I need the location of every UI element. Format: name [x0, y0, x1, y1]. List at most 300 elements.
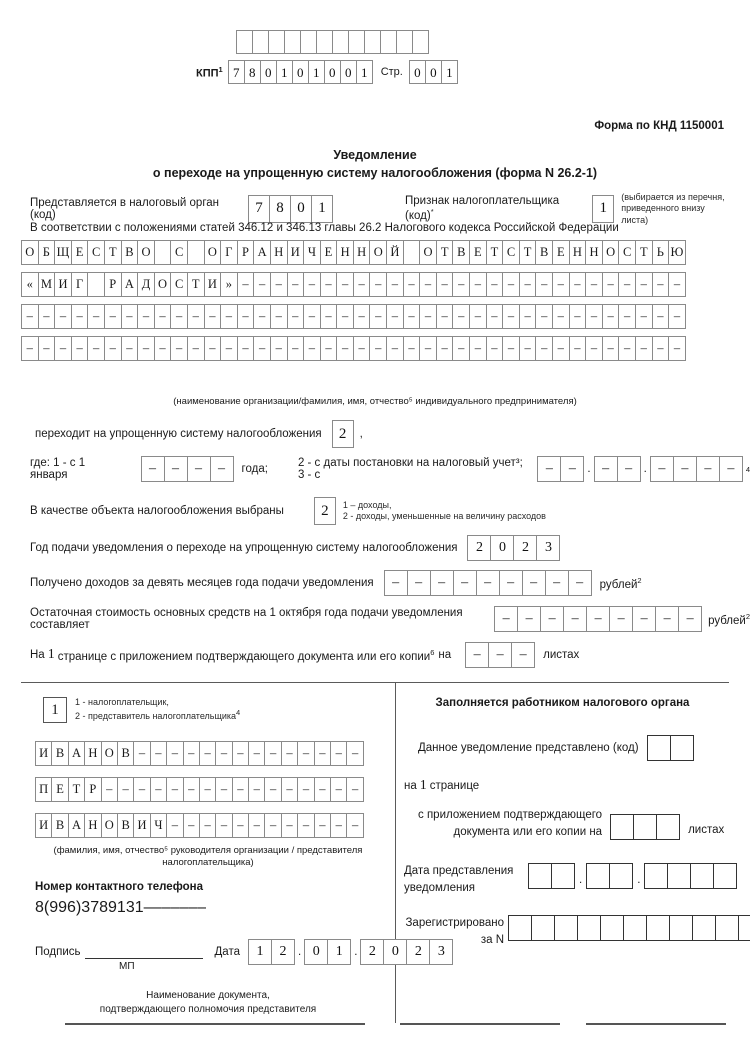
cell-0[interactable]: [236, 30, 253, 54]
cell-2[interactable]: [690, 863, 714, 889]
cell-20[interactable]: –: [353, 272, 371, 297]
cell-1[interactable]: 0: [425, 60, 442, 84]
cell-12[interactable]: Г: [220, 240, 238, 265]
cell-30[interactable]: –: [519, 272, 537, 297]
cell-30[interactable]: Т: [519, 240, 537, 265]
cell-7[interactable]: –: [137, 336, 155, 361]
cell-8[interactable]: –: [166, 813, 183, 838]
cell-1[interactable]: [531, 915, 555, 941]
cell-3[interactable]: Г: [71, 272, 89, 297]
cell-9[interactable]: –: [183, 777, 200, 802]
cell-13[interactable]: –: [248, 777, 265, 802]
cell-37[interactable]: –: [635, 336, 653, 361]
cell-13[interactable]: –: [143, 899, 153, 916]
cell-3[interactable]: Е: [71, 240, 89, 265]
cell-22[interactable]: –: [386, 336, 404, 361]
cell-8[interactable]: –: [154, 336, 172, 361]
cell-4[interactable]: 0: [292, 60, 309, 84]
cell-1[interactable]: В: [51, 741, 68, 766]
cell-31[interactable]: –: [535, 336, 553, 361]
signer-date-day-cells[interactable]: [248, 939, 295, 965]
cell-35[interactable]: –: [602, 336, 620, 361]
cell-3[interactable]: –: [71, 304, 89, 329]
cell-0[interactable]: –: [494, 606, 518, 632]
cell-4[interactable]: [87, 272, 105, 297]
cell-5[interactable]: ): [75, 899, 82, 916]
cell-1[interactable]: –: [38, 304, 56, 329]
cell-2[interactable]: 1: [441, 60, 458, 84]
cell-3[interactable]: Р: [84, 777, 101, 802]
cell-17[interactable]: –: [303, 304, 321, 329]
cell-2[interactable]: –: [511, 642, 535, 668]
cell-2[interactable]: 2: [406, 939, 430, 965]
cell-15[interactable]: –: [270, 336, 288, 361]
cell-17[interactable]: –: [314, 777, 331, 802]
cell-12[interactable]: –: [220, 304, 238, 329]
cell-26[interactable]: –: [452, 336, 470, 361]
cell-13[interactable]: –: [237, 336, 255, 361]
cell-26[interactable]: –: [452, 272, 470, 297]
cell-2[interactable]: –: [54, 304, 72, 329]
cell-6[interactable]: [332, 30, 349, 54]
cell-11[interactable]: –: [204, 336, 222, 361]
cell-0[interactable]: 0: [304, 939, 328, 965]
cell-38[interactable]: Ь: [652, 240, 670, 265]
cell-10[interactable]: Т: [187, 272, 205, 297]
cell-22[interactable]: Й: [386, 240, 404, 265]
org-name-row-1[interactable]: [21, 240, 686, 265]
cell-19[interactable]: –: [336, 272, 354, 297]
cell-0[interactable]: «: [21, 272, 39, 297]
cell-11[interactable]: –: [204, 304, 222, 329]
cell-0[interactable]: [528, 863, 552, 889]
org-name-row-4[interactable]: [21, 336, 686, 361]
cell-20[interactable]: Н: [353, 240, 371, 265]
cell-15[interactable]: –: [161, 899, 171, 916]
cell-3[interactable]: Н: [84, 741, 101, 766]
cell-22[interactable]: –: [386, 304, 404, 329]
cell-4[interactable]: [300, 30, 317, 54]
cell-23[interactable]: –: [403, 336, 421, 361]
cell-1[interactable]: Е: [51, 777, 68, 802]
cell-33[interactable]: –: [569, 304, 587, 329]
residual-cells[interactable]: [494, 606, 702, 632]
signer-date-month-cells[interactable]: [304, 939, 351, 965]
cell-10[interactable]: [396, 30, 413, 54]
cell-7[interactable]: Д: [137, 272, 155, 297]
cell-10[interactable]: [187, 240, 205, 265]
cell-2[interactable]: 2: [513, 535, 537, 561]
cell-3[interactable]: Н: [84, 813, 101, 838]
cell-12[interactable]: –: [232, 777, 249, 802]
cell-17[interactable]: –: [314, 741, 331, 766]
cell-16[interactable]: –: [297, 741, 314, 766]
cell-19[interactable]: –: [336, 336, 354, 361]
cell-7[interactable]: –: [655, 606, 679, 632]
cell-2[interactable]: [554, 915, 578, 941]
cell-8[interactable]: 1: [356, 60, 373, 84]
cell-3[interactable]: 3: [536, 535, 560, 561]
cell-2[interactable]: 9: [49, 899, 59, 916]
cell-8[interactable]: [154, 240, 172, 265]
cell-1[interactable]: –: [164, 456, 188, 482]
signer-firstname-cells[interactable]: [35, 777, 364, 802]
cell-1[interactable]: [252, 30, 269, 54]
cell-37[interactable]: –: [635, 304, 653, 329]
cell-9[interactable]: [380, 30, 397, 54]
cell-1[interactable]: –: [673, 456, 697, 482]
cell-31[interactable]: –: [535, 304, 553, 329]
cell-18[interactable]: –: [330, 813, 347, 838]
cell-1[interactable]: М: [38, 272, 56, 297]
cell-9[interactable]: [715, 915, 739, 941]
cell-7[interactable]: –: [545, 570, 569, 596]
cell-2[interactable]: 0: [290, 195, 312, 223]
cell-8[interactable]: –: [166, 777, 183, 802]
cell-15[interactable]: –: [270, 272, 288, 297]
cell-29[interactable]: –: [502, 304, 520, 329]
cell-34[interactable]: Н: [585, 240, 603, 265]
income-cells[interactable]: [384, 570, 592, 596]
cell-21[interactable]: –: [369, 336, 387, 361]
cell-8[interactable]: О: [154, 272, 172, 297]
cell-29[interactable]: –: [502, 272, 520, 297]
cell-5[interactable]: –: [104, 304, 122, 329]
submitted-code-cells[interactable]: [647, 735, 694, 761]
cell-2[interactable]: Щ: [54, 240, 72, 265]
cell-33[interactable]: –: [569, 272, 587, 297]
cell-5[interactable]: –: [499, 570, 523, 596]
cell-13[interactable]: –: [237, 272, 255, 297]
cell-14[interactable]: –: [253, 272, 271, 297]
cell-32[interactable]: –: [552, 272, 570, 297]
cell-25[interactable]: Т: [436, 240, 454, 265]
cell-15[interactable]: –: [281, 741, 298, 766]
signer-code-value[interactable]: 1: [43, 697, 67, 723]
tax-organ-code-cells[interactable]: [248, 195, 333, 223]
cell-0[interactable]: И: [35, 741, 52, 766]
cell-8[interactable]: [364, 30, 381, 54]
cell-10[interactable]: –: [199, 813, 216, 838]
cell-12[interactable]: –: [232, 741, 249, 766]
cell-16[interactable]: –: [170, 899, 180, 916]
cell-0[interactable]: 0: [409, 60, 426, 84]
cell-39[interactable]: –: [668, 272, 686, 297]
cell-0[interactable]: О: [21, 240, 39, 265]
cell-0[interactable]: [644, 863, 668, 889]
inn-field[interactable]: [236, 30, 429, 54]
cell-2[interactable]: –: [540, 606, 564, 632]
cell-6[interactable]: [646, 915, 670, 941]
cell-4[interactable]: –: [87, 304, 105, 329]
org-name-row-2[interactable]: [21, 272, 686, 297]
cell-0[interactable]: [647, 735, 671, 761]
cell-3[interactable]: 1: [311, 195, 333, 223]
cell-13[interactable]: –: [248, 741, 265, 766]
cell-21[interactable]: –: [369, 304, 387, 329]
cell-5[interactable]: Т: [104, 240, 122, 265]
cell-0[interactable]: 7: [248, 195, 270, 223]
cell-31[interactable]: –: [535, 272, 553, 297]
cell-20[interactable]: –: [353, 304, 371, 329]
cell-4[interactable]: –: [586, 606, 610, 632]
signer-patronymic-cells[interactable]: [35, 813, 364, 838]
cell-7[interactable]: [348, 30, 365, 54]
cell-19[interactable]: –: [346, 741, 363, 766]
cell-28[interactable]: –: [486, 304, 504, 329]
cell-35[interactable]: О: [602, 240, 620, 265]
cell-7[interactable]: –: [150, 777, 167, 802]
cell-36[interactable]: С: [618, 240, 636, 265]
cell-3[interactable]: [577, 915, 601, 941]
cell-1[interactable]: 0: [490, 535, 514, 561]
cell-17[interactable]: Ч: [303, 240, 321, 265]
cell-13[interactable]: –: [237, 304, 255, 329]
cell-5[interactable]: –: [609, 606, 633, 632]
cell-26[interactable]: –: [452, 304, 470, 329]
cell-17[interactable]: –: [303, 336, 321, 361]
cell-14[interactable]: А: [253, 240, 271, 265]
cell-5[interactable]: –: [104, 336, 122, 361]
cell-4[interactable]: С: [87, 240, 105, 265]
cell-11[interactable]: –: [215, 813, 232, 838]
year-cells[interactable]: [467, 535, 560, 561]
office-reg-cells[interactable]: [508, 915, 750, 941]
cell-18[interactable]: –: [188, 899, 198, 916]
cell-13[interactable]: –: [248, 813, 265, 838]
cell-36[interactable]: –: [618, 272, 636, 297]
cell-39[interactable]: –: [668, 336, 686, 361]
cell-14[interactable]: –: [264, 741, 281, 766]
cell-2[interactable]: 0: [260, 60, 277, 84]
cell-28[interactable]: Т: [486, 240, 504, 265]
cell-11[interactable]: –: [215, 741, 232, 766]
cell-14[interactable]: –: [152, 899, 162, 916]
kpp-cells[interactable]: [228, 60, 373, 84]
cell-24[interactable]: –: [419, 336, 437, 361]
taxpayer-sign-value[interactable]: 1: [592, 195, 614, 223]
phone-field[interactable]: [35, 899, 206, 917]
cell-27[interactable]: –: [469, 336, 487, 361]
cell-28[interactable]: –: [486, 272, 504, 297]
cell-39[interactable]: Ю: [668, 240, 686, 265]
transition-value[interactable]: 2: [332, 420, 354, 448]
cell-0[interactable]: И: [35, 813, 52, 838]
cell-13[interactable]: Р: [237, 240, 255, 265]
cell-1[interactable]: [667, 863, 691, 889]
cell-15[interactable]: –: [270, 304, 288, 329]
cell-18[interactable]: Е: [320, 240, 338, 265]
cell-28[interactable]: –: [486, 336, 504, 361]
cell-16[interactable]: –: [287, 336, 305, 361]
cell-5[interactable]: В: [117, 741, 134, 766]
cell-8[interactable]: –: [568, 570, 592, 596]
cell-9[interactable]: –: [170, 336, 188, 361]
cell-17[interactable]: –: [314, 813, 331, 838]
cell-19[interactable]: –: [336, 304, 354, 329]
object-value[interactable]: 2: [314, 497, 336, 525]
cell-7[interactable]: [669, 915, 693, 941]
cell-32[interactable]: –: [552, 336, 570, 361]
cell-7[interactable]: –: [150, 741, 167, 766]
cell-1[interactable]: [633, 814, 657, 840]
cell-0[interactable]: 7: [228, 60, 245, 84]
cell-38[interactable]: –: [652, 336, 670, 361]
cell-3[interactable]: 3: [429, 939, 453, 965]
cell-6[interactable]: И: [133, 813, 150, 838]
cell-16[interactable]: –: [297, 777, 314, 802]
cell-4[interactable]: [600, 915, 624, 941]
cell-25[interactable]: –: [436, 304, 454, 329]
cell-25[interactable]: –: [436, 272, 454, 297]
cell-0[interactable]: –: [594, 456, 618, 482]
cell-16[interactable]: –: [297, 813, 314, 838]
cell-15[interactable]: Н: [270, 240, 288, 265]
cell-5[interactable]: [316, 30, 333, 54]
cell-10[interactable]: 1: [116, 899, 126, 916]
cell-26[interactable]: В: [452, 240, 470, 265]
attachment-sheets-cells[interactable]: [465, 642, 535, 668]
cell-11[interactable]: И: [204, 272, 222, 297]
cell-3[interactable]: 9: [58, 899, 68, 916]
cell-19[interactable]: –: [346, 813, 363, 838]
cell-0[interactable]: –: [650, 456, 674, 482]
cell-35[interactable]: –: [602, 272, 620, 297]
organization-name-grid[interactable]: [21, 240, 686, 368]
cell-18[interactable]: –: [330, 777, 347, 802]
cell-21[interactable]: О: [369, 240, 387, 265]
cell-0[interactable]: 2: [467, 535, 491, 561]
cell-23[interactable]: –: [403, 304, 421, 329]
cell-7[interactable]: 7: [90, 899, 100, 916]
cell-0[interactable]: 1: [248, 939, 272, 965]
cell-36[interactable]: –: [618, 336, 636, 361]
cell-9[interactable]: –: [183, 813, 200, 838]
cell-14[interactable]: –: [264, 813, 281, 838]
cell-23[interactable]: [403, 240, 421, 265]
cell-25[interactable]: –: [436, 336, 454, 361]
cell-16[interactable]: –: [287, 272, 305, 297]
cell-11[interactable]: О: [204, 240, 222, 265]
cell-1[interactable]: [609, 863, 633, 889]
cell-2[interactable]: А: [68, 741, 85, 766]
cell-24[interactable]: О: [419, 240, 437, 265]
where-month-cells[interactable]: [594, 456, 641, 482]
cell-1[interactable]: Б: [38, 240, 56, 265]
cell-18[interactable]: –: [320, 336, 338, 361]
cell-31[interactable]: В: [535, 240, 553, 265]
cell-8[interactable]: –: [154, 304, 172, 329]
cell-16[interactable]: И: [287, 240, 305, 265]
cell-33[interactable]: Н: [569, 240, 587, 265]
cell-3[interactable]: 1: [276, 60, 293, 84]
object-cells[interactable]: [314, 497, 336, 525]
cell-1[interactable]: (: [43, 899, 50, 916]
cell-4[interactable]: О: [101, 813, 118, 838]
cell-0[interactable]: –: [537, 456, 561, 482]
taxpayer-sign-cells[interactable]: [592, 195, 614, 223]
page-cells[interactable]: [409, 60, 458, 84]
cell-6[interactable]: –: [632, 606, 656, 632]
cell-1[interactable]: 8: [269, 195, 291, 223]
cell-2[interactable]: –: [187, 456, 211, 482]
cell-10[interactable]: [738, 915, 750, 941]
cell-18[interactable]: –: [320, 272, 338, 297]
office-date-day-cells[interactable]: [528, 863, 575, 889]
cell-34[interactable]: –: [585, 304, 603, 329]
cell-2[interactable]: Т: [68, 777, 85, 802]
cell-2[interactable]: –: [430, 570, 454, 596]
cell-18[interactable]: –: [330, 741, 347, 766]
cell-6[interactable]: В: [121, 240, 139, 265]
cell-0[interactable]: –: [465, 642, 489, 668]
cell-6[interactable]: 3: [81, 899, 91, 916]
cell-6[interactable]: –: [133, 777, 150, 802]
cell-12[interactable]: –: [232, 813, 249, 838]
cell-2[interactable]: И: [54, 272, 72, 297]
cell-1[interactable]: 8: [244, 60, 261, 84]
cell-24[interactable]: –: [419, 272, 437, 297]
cell-6[interactable]: –: [121, 336, 139, 361]
where-day-cells[interactable]: [537, 456, 584, 482]
cell-32[interactable]: Е: [552, 240, 570, 265]
cell-6[interactable]: –: [121, 304, 139, 329]
cell-8[interactable]: 8: [99, 899, 108, 916]
cell-1[interactable]: –: [407, 570, 431, 596]
cell-9[interactable]: –: [183, 741, 200, 766]
cell-3[interactable]: –: [719, 456, 743, 482]
cell-1[interactable]: 0: [383, 939, 407, 965]
cell-37[interactable]: –: [635, 272, 653, 297]
cell-9[interactable]: 9: [108, 899, 117, 916]
cell-8[interactable]: [692, 915, 716, 941]
cell-10[interactable]: –: [187, 336, 205, 361]
cell-0[interactable]: –: [21, 304, 39, 329]
cell-10[interactable]: –: [199, 777, 216, 802]
cell-0[interactable]: [610, 814, 634, 840]
cell-1[interactable]: 1: [327, 939, 351, 965]
cell-30[interactable]: –: [519, 304, 537, 329]
cell-5[interactable]: Р: [104, 272, 122, 297]
cell-17[interactable]: –: [179, 899, 189, 916]
inn-cells[interactable]: [236, 30, 429, 54]
cell-15[interactable]: –: [281, 777, 298, 802]
cell-6[interactable]: 0: [324, 60, 341, 84]
cell-19[interactable]: Н: [336, 240, 354, 265]
cell-2[interactable]: А: [68, 813, 85, 838]
cell-9[interactable]: С: [170, 272, 188, 297]
cell-29[interactable]: –: [502, 336, 520, 361]
cell-3[interactable]: –: [563, 606, 587, 632]
signer-firstname-field[interactable]: [35, 777, 364, 810]
cell-5[interactable]: –: [117, 777, 134, 802]
cell-27[interactable]: Е: [469, 240, 487, 265]
cell-9[interactable]: С: [170, 240, 188, 265]
cell-30[interactable]: –: [519, 336, 537, 361]
cell-12[interactable]: –: [220, 336, 238, 361]
cell-27[interactable]: –: [469, 304, 487, 329]
cell-1[interactable]: –: [517, 606, 541, 632]
cell-11[interactable]: –: [215, 777, 232, 802]
signer-surname-field[interactable]: [35, 741, 364, 774]
cell-3[interactable]: –: [71, 336, 89, 361]
cell-27[interactable]: –: [469, 272, 487, 297]
cell-2[interactable]: –: [696, 456, 720, 482]
cell-11[interactable]: 3: [125, 899, 135, 916]
cell-1[interactable]: –: [38, 336, 56, 361]
cell-3[interactable]: –: [453, 570, 477, 596]
office-date-year-cells[interactable]: [644, 863, 737, 889]
